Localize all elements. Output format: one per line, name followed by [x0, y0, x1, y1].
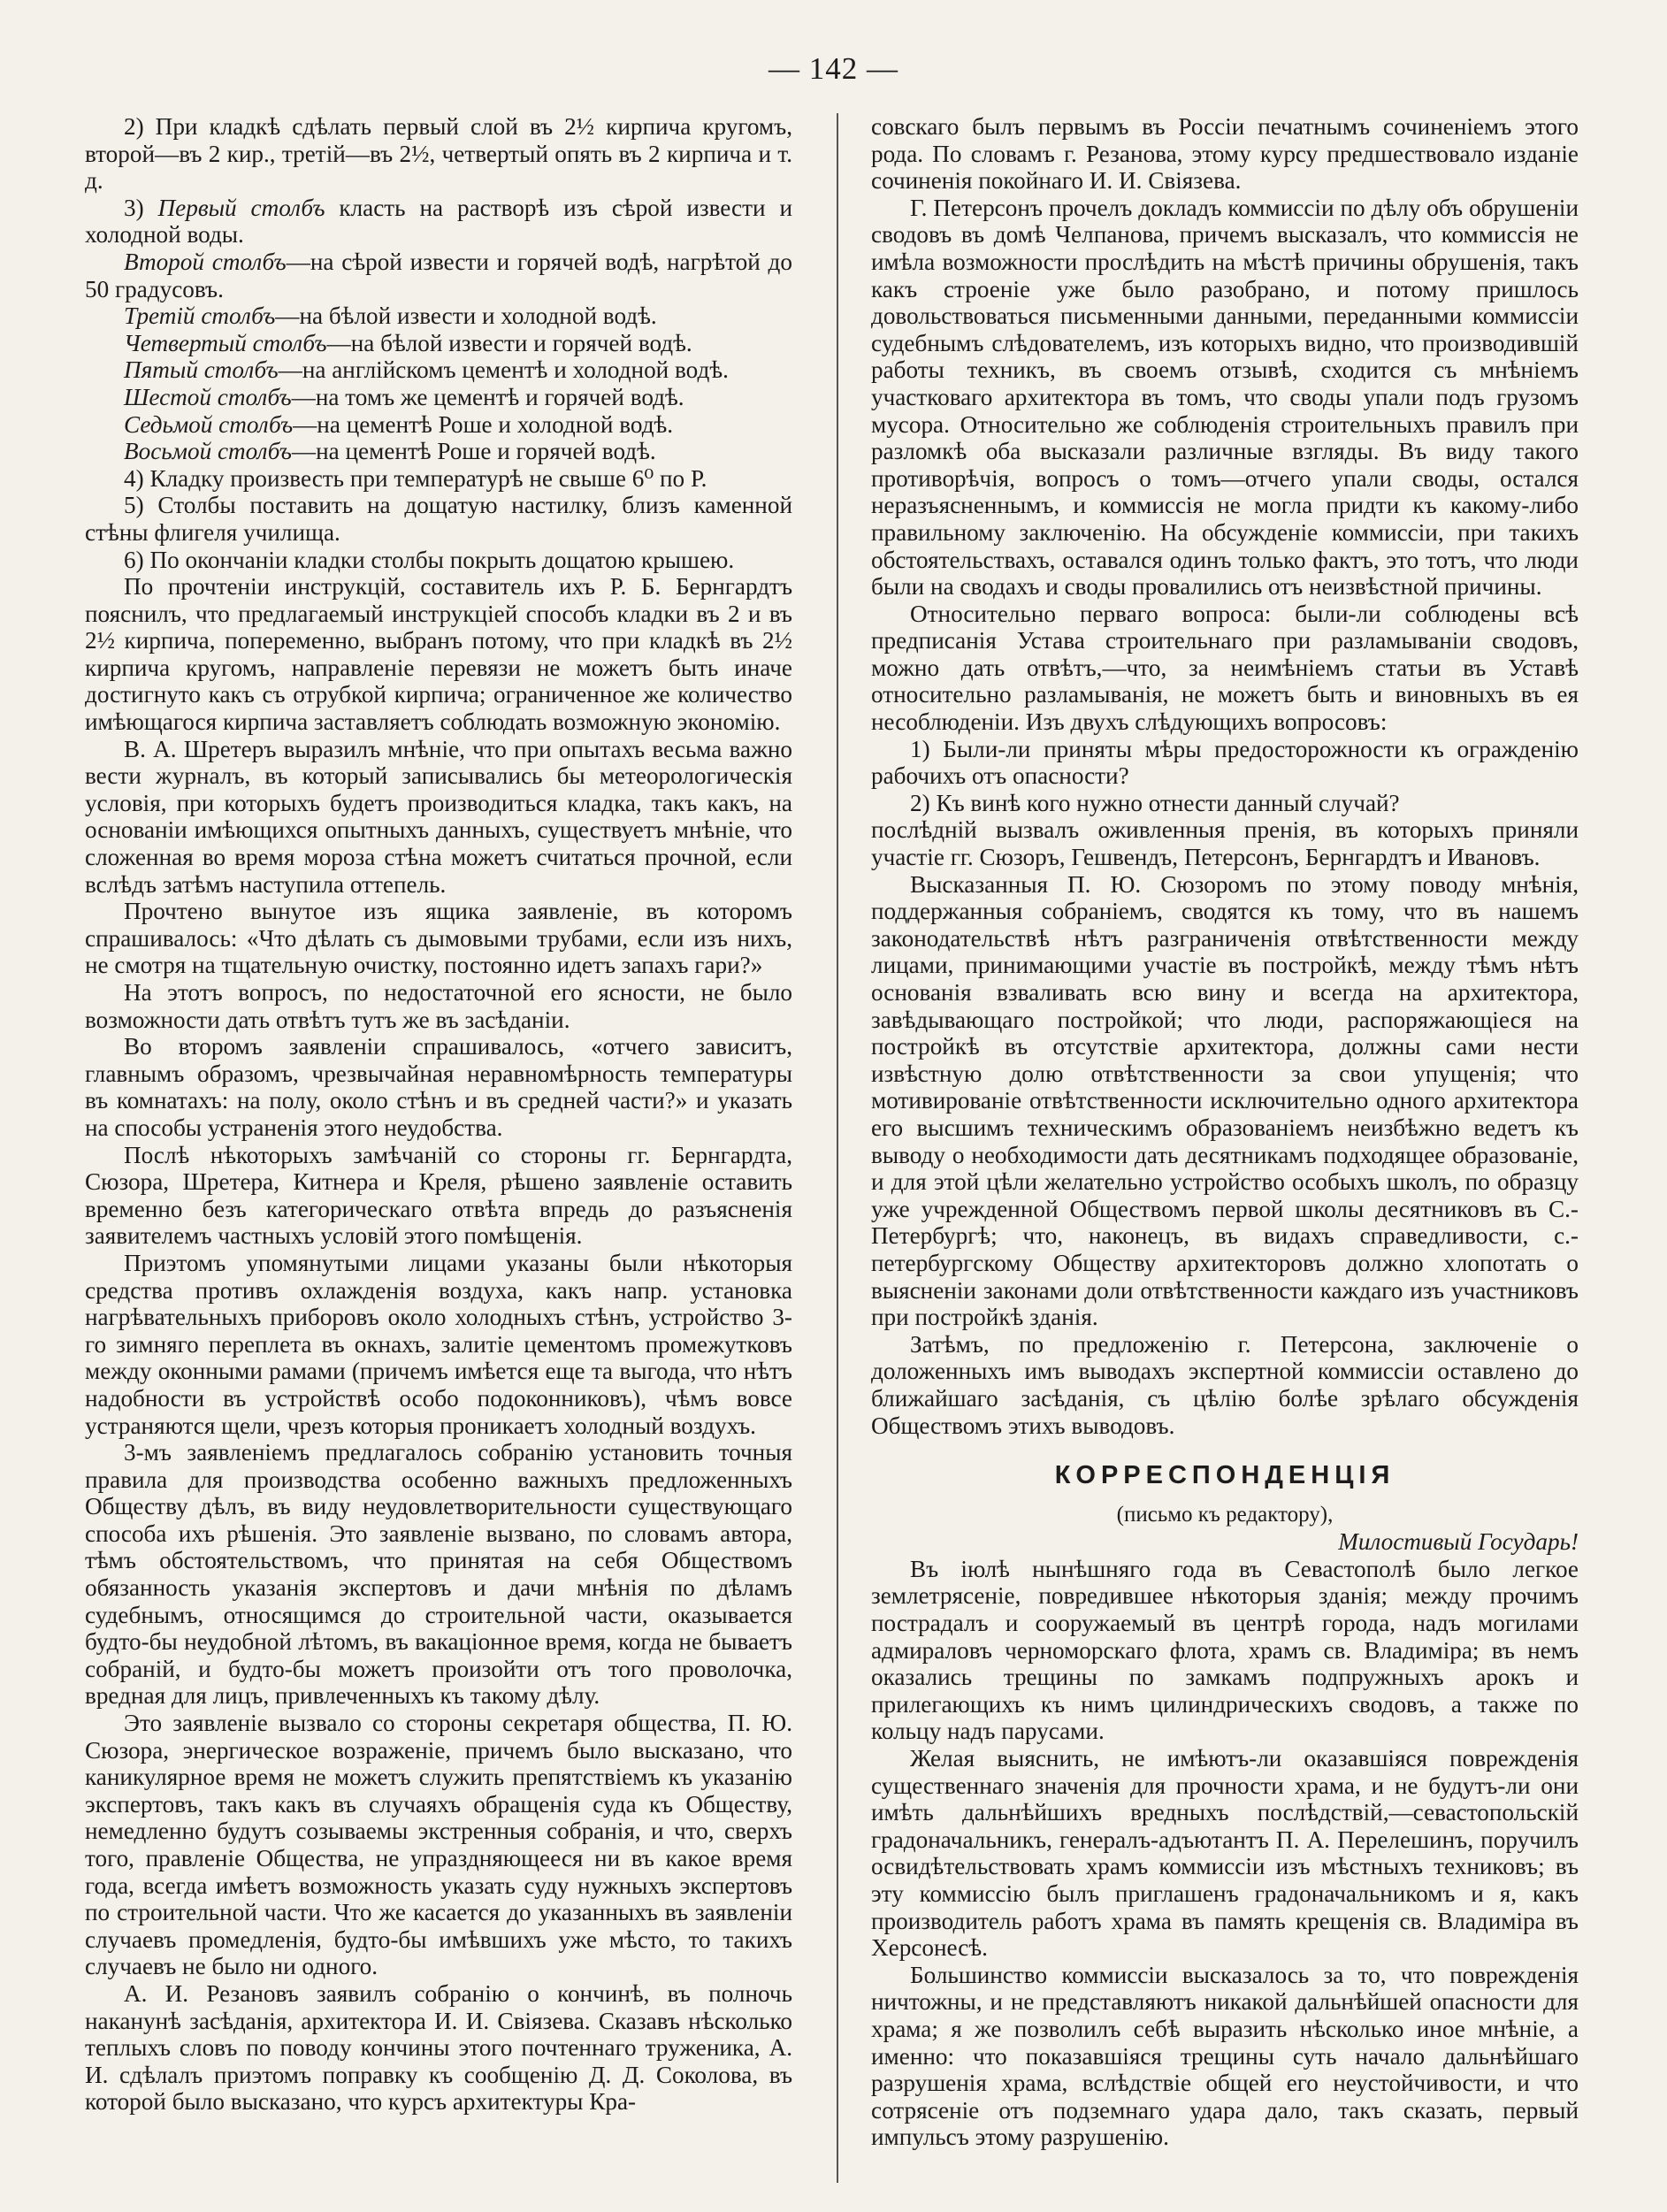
paragraph: Большинство коммиссіи высказалось за то, что поврежденія ничтожны, и не представляютъ никакой дальнѣйшей опасности для храма; я же позволилъ себѣ выразить нѣсколько иное мнѣніе, а именно: что показавшіяся трещины суть начало дальнѣйшаго разрушенія храма, вслѣдствіе общей его неустойчивости, и что сотрясеніе отъ подземнаго удара дало, такъ сказать, первый импульсъ этому разрушенію. [871, 1961, 1579, 2151]
paragraph: Въ іюлѣ нынѣшняго года въ Севастополѣ было легкое землетрясеніе, повредившее нѣкоторыя зданія; между прочимъ пострадалъ и сооружаемый въ центрѣ города, надъ могилами адмираловъ черноморскаго флота, храмъ св. Владиміра; въ немъ оказались трещины по замкамъ подпружныхъ арокъ и прилегающихъ къ нимъ цилиндрическихъ сводовъ, а также по кольцу надъ парусами. [871, 1555, 1579, 1745]
paragraph: Г. Петерсонъ прочелъ докладъ коммиссіи по дѣлу объ обрушеніи сводовъ въ домѣ Челпанова, причемъ высказалъ, что коммиссія не имѣла возможности прослѣдить на мѣстѣ причины обрушенія, такъ какъ строеніе уже было разобрано, и потому пришлось довольствоваться письменными данными, переданными коммиссіи судебнымъ слѣдователемъ, изъ которыхъ видно, что производившій работы техникъ, въ своемъ отзывѣ, сходится съ мнѣніемъ участковаго архитектора въ томъ, что своды упали подъ грузомъ мусора. Относительно же соблюденія строительныхъ правилъ при разломкѣ оба высказали различные взгляды. Въ виду такого противорѣчія, вопросъ о томъ—отчего упали своды, остался неразъясненнымъ, и коммиссія не могла придти къ какому-либо правильному заключенію. На обсужденіе коммиссіи, при такихъ обстоятельствахъ, оставался одинъ только фактъ, это тотъ, что люди были на сводахъ и своды провалились отъ неизвѣстной причины. [871, 194, 1579, 601]
left-column [85, 113, 792, 2116]
paragraph-text: —на томъ же цементѣ и горячей водѣ. [291, 383, 684, 410]
paragraph-text: —на сѣрой извести и горячей водѣ, нагрѣтой до 50 градусовъ. [85, 248, 792, 302]
paragraph-text: —на бѣлой извести и горячей водѣ. [326, 329, 692, 356]
italic-term: Шестой столбъ [124, 383, 292, 410]
column-divider [837, 113, 838, 2183]
paragraph [85, 302, 792, 330]
paragraph: На этотъ вопросъ, по недостаточной его ясности, не было возможности дать отвѣтъ тутъ же въ засѣданіи. [85, 979, 792, 1033]
italic-term: Пятый столбъ [124, 356, 279, 384]
paragraph: Относительно перваго вопроса: были-ли соблюдены всѣ предписанія Устава строительнаго при разламываніи сводовъ, можно дать отвѣтъ,—что, за неимѣніемъ статьи въ Уставѣ относительно разламыванія, не можетъ быть и виновныхъ въ ея несоблюденіи. Изъ двухъ слѣдующихъ вопросовъ: [871, 600, 1579, 736]
paragraph: Прочтено вынутое изъ ящика заявленіе, въ которомъ спрашивалось: «Что дѣлать съ дымовыми трубами, если изъ нихъ, не смотря на тщательную очистку, постоянно идетъ запахъ гари?» [85, 898, 792, 979]
italic-term: Первый столбъ [157, 194, 325, 221]
paragraph: В. А. Шретеръ выразилъ мнѣніе, что при опытахъ весьма важно вести журналъ, въ который записывались бы метеорологическія условія, при которыхъ будетъ производиться кладка, такъ какъ, на основаніи имѣющихся опытныхъ данныхъ, существуетъ мнѣніе, что сложенная во время мороза стѣна можетъ считаться прочной, если вслѣдъ затѣмъ наступила оттепель. [85, 735, 792, 898]
paragraph: послѣдній вызвалъ оживленныя пренія, въ которыхъ приняли участіе гг. Сюзоръ, Гешвендъ, Петерсонъ, Бернгардтъ и Ивановъ. [871, 816, 1579, 871]
paragraph-text: класть на растворѣ изъ сѣрой извести и холодной воды. [85, 194, 792, 249]
paragraph: Это заявленіе вызвало со стороны секретаря общества, П. Ю. Сюзора, энергическое возраженіе, причемъ было высказано, что каникулярное время не можетъ служить препятствіемъ къ указанію экспертовъ, такъ какъ въ случаяхъ обращенія суда къ Обществу, немедленно будутъ созываемы экстренныя собранія, и что, сверхъ того, правленіе Общества, не упраздняющееся ни въ какое время года, всегда имѣетъ возможность указать суду нужныхъ экспертовъ по строительной части. Что же касается до указанныхъ въ заявленіи случаевъ промедленія, будто-бы имѣвшихъ уже мѣсто, то такихъ случаевъ не было ни одного. [85, 1710, 792, 1980]
italic-term: Третій столбъ [124, 302, 276, 330]
salutation: Милостивый Государь! [1338, 1528, 1579, 1556]
paragraph: 5) Столбы поставить на дощатую настилку, близъ каменной стѣны флигеля училища. [85, 492, 792, 546]
paragraph: А. И. Резановъ заявилъ собранію о кончинѣ, въ полночь наканунѣ засѣданія, архитектора И. И. Свіязева. Сказавъ нѣсколько теплыхъ словъ по поводу кончины этого почтеннаго труженика, А. И. сдѣлалъ приэтомъ поправку къ сообщенію Д. Д. Соколова, въ которой было высказано, что курсъ архитектуры Кра- [85, 1979, 792, 2116]
paragraph: По прочтеніи инструкцій, составитель ихъ Р. Б. Бернгардтъ пояснилъ, что предлагаемый инструкціей способъ кладки въ 2 и въ 2½ кирпича, попеременно, выбранъ потому, что при кладкѣ въ 2½ кирпича кругомъ, направленіе перевязи не можетъ быть иначе достигнуто какъ съ отрубкой кирпича; ограниченное же количество имѣющагося кирпича заставляетъ соблюдать возможную экономію. [85, 573, 792, 736]
paragraph: Во второмъ заявленіи спрашивалось, «отчего зависитъ, главнымъ образомъ, чрезвычайная неравномѣрность температуры въ комнатахъ: на полу, около стѣнъ и въ средней части?» и указать на способы устраненія этого неудобства. [85, 1033, 792, 1141]
paragraph [85, 356, 792, 384]
italic-term: Седьмой столбъ [124, 410, 294, 438]
paragraph [85, 384, 792, 411]
paragraph [85, 438, 792, 465]
paragraph: совскаго былъ первымъ въ Россіи печатнымъ сочиненіемъ этого рода. По словамъ г. Резанова, этому курсу предшествовало изданіе сочиненія покойнаго И. И. Свіязева. [871, 113, 1579, 195]
paragraph [85, 411, 792, 439]
paragraph: Приэтомъ упомянутыми лицами указаны были нѣкоторыя средства противъ охлажденія воздуха, какъ напр. установка нагрѣвательныхъ приборовъ около холодныхъ стѣнъ, устройство 3-го зимняго переплета въ окнахъ, залитіе цементомъ промежутковъ между оконными рамами (причемъ имѣется еще та выгода, что нѣтъ надобности въ устройствѣ особо подоконниковъ), чѣмъ вовсе устраняются щели, чрезъ которыя проникаетъ холодный воздухъ. [85, 1249, 792, 1439]
paragraph: Желая выяснить, не имѣютъ-ли оказавшіяся поврежденія существеннаго значенія для прочности храма, и не будутъ-ли они имѣть дальнѣйшихъ вредныхъ послѣдствій,—севастопольскій градоначальникъ, генералъ-адъютантъ П. А. Перелешинъ, поручилъ освидѣтельствовать храмъ коммиссіи изъ мѣстныхъ техниковъ; въ эту коммиссію былъ приглашенъ градоначальникомъ и я, какъ производитель работъ храма въ память крещенія св. Владиміра въ Херсонесѣ. [871, 1745, 1579, 1962]
page-number: — 142 — [769, 51, 898, 86]
paragraph: Затѣмъ, по предложенію г. Петерсона, заключеніе о доложенныхъ имъ выводахъ экспертной коммиссіи оставлено до ближайшаго засѣданія, съ цѣлію болѣе зрѣлаго обсужденія Обществомъ этихъ выводовъ. [871, 1330, 1579, 1439]
italic-term: Четвертый столбъ [124, 329, 327, 356]
paragraph [85, 195, 792, 249]
paragraph [85, 330, 792, 357]
paragraph-text: —на цементѣ Роше и горячей водѣ. [291, 438, 656, 465]
paragraph: 1) Были-ли приняты мѣры предосторожности къ огражденію рабочихъ отъ опасности? [871, 735, 1579, 790]
paragraph: Высказанныя П. Ю. Сюзоромъ по этому поводу мнѣнія, поддержанныя собраніемъ, сводятся къ тому, что въ нашемъ законодательствѣ нѣтъ разграниченія отвѣтственности между лицами, принимающими участіе въ постройкѣ, между тѣмъ нѣтъ основанія взваливать всю вину и всегда на архитектора, завѣдывающаго постройкой; что люди, распоряжающіеся на постройкѣ въ отсутствіе архитектора, должны сами нести извѣстную долю отвѣтственности за свои упущенія; что мотивированіе отвѣтственности исключительно одного архитектора его высшимъ техническимъ образованіемъ неизбѣжно ведетъ къ выводу о необходимости дать десятникамъ подходящее образованіе, и для этой цѣли желательно устройство особыхъ школъ, по образцу уже учрежденной Обществомъ первой школы десятниковъ въ С.-Петербургѣ; что, наконецъ, въ видахъ справедливости, с.-петербургскому Обществу архитекторовъ должно хлопотать о выясненіи законами доли отвѣтственности каждаго изъ участниковъ при постройкѣ зданія. [871, 870, 1579, 1331]
paragraph: 4) Кладку произвесть при температурѣ не свыше 6⁰ по Р. [124, 464, 707, 492]
italic-term: Второй столбъ [124, 248, 287, 275]
paragraph-text: —на бѣлой извести и холодной водѣ. [275, 302, 657, 330]
paragraph: 6) По окончаніи кладки столбы покрыть дощатою крышею. [124, 546, 735, 573]
section-subheading: (письмо къ редактору), [1116, 1502, 1334, 1527]
paragraph-text: —на англійскомъ цементѣ и холодной водѣ. [278, 356, 729, 384]
section-heading: КОРРЕСПОНДЕНЦІЯ [1054, 1461, 1396, 1490]
paragraph: 2) При кладкѣ сдѣлать первый слой въ 2½ кирпича кругомъ, второй—въ 2 кир., третій—въ 2½, четвертый опять въ 2 кирпича и т. д. [85, 113, 792, 195]
right-column [871, 113, 1579, 2151]
paragraph: 3-мъ заявленіемъ предлагалось собранію установить точныя правила для производства особенно важныхъ предложенныхъ Обществу дѣлъ, въ виду неудовлетворительности существующаго способа ихъ рѣшенія. Это заявленіе вызвано, по словамъ автора, тѣмъ обстоятельствомъ, что принятая на себя Обществомъ обязанность указанія экспертовъ и дачи мнѣнія по дѣламъ судебнымъ, относящимся до строительной части, оказывается будто-бы неудобной лѣтомъ, въ вакаціонное время, когда не бываетъ собраній, и будто-бы можетъ произойти отъ того проволочка, вредная для лицъ, привлеченныхъ къ такому дѣлу. [85, 1439, 792, 1710]
paragraph: Послѣ нѣкоторыхъ замѣчаній со стороны гг. Бернгардта, Сюзора, Шретера, Китнера и Креля, рѣшено заявленіе оставить временно безъ категорическаго отвѣта впредь до разъясненія заявителемъ частныхъ условій этого помѣщенія. [85, 1141, 792, 1250]
paragraph [85, 249, 792, 302]
list-number: 3) [124, 194, 158, 221]
italic-term: Восьмой столбъ [124, 438, 292, 465]
paragraph-text: —на цементѣ Роше и холодной водѣ. [293, 410, 674, 438]
paragraph: 2) Къ винѣ кого нужно отнести данный случай? [910, 789, 1400, 816]
